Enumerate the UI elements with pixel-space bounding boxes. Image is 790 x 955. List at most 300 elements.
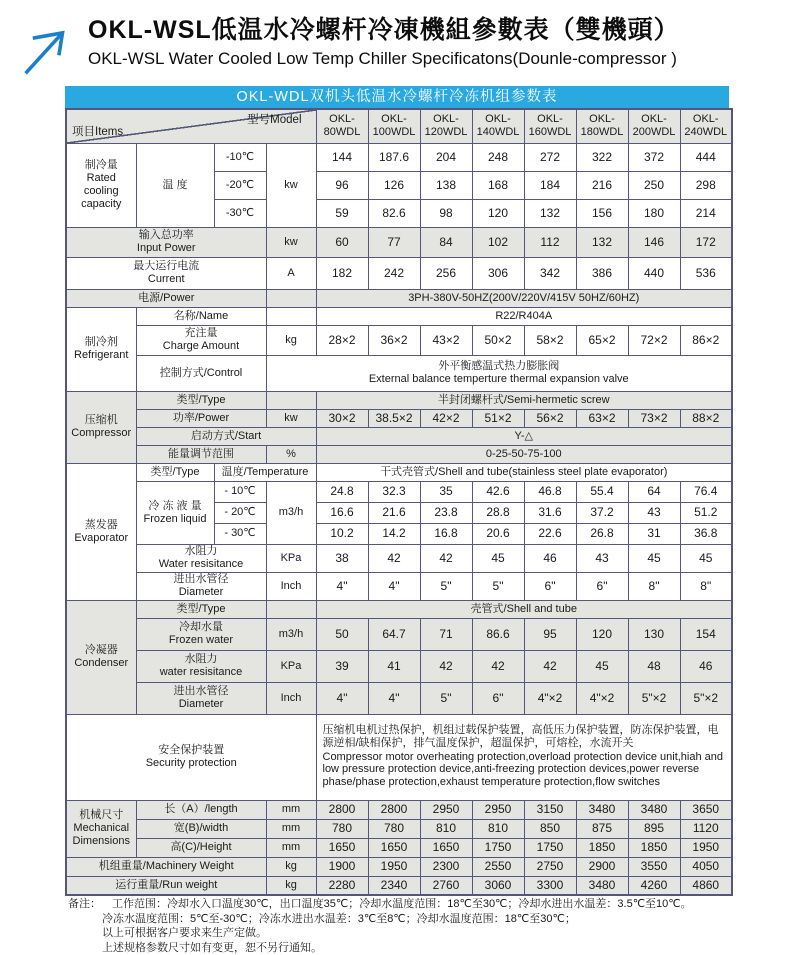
value-cell [524,227,576,257]
cell-text: 35 [439,484,453,499]
value-cell [368,800,420,819]
cell-text: 21.6 [382,505,406,520]
cell-text: 51×2 [484,410,512,425]
value-cell [524,682,576,714]
value-cell [680,227,732,257]
spec-row [66,227,732,257]
value-cell [316,325,368,355]
value-cell [576,502,628,523]
cell-text: 48 [647,658,661,673]
value-cell [420,171,472,199]
cell-text: 2950 [484,802,512,817]
cell-text: 144 [331,149,353,164]
value-cell [472,857,524,876]
cell-text: 322 [591,149,613,164]
notes [68,897,773,955]
spec-row [66,838,732,857]
value-cell [316,227,368,257]
model-name: OKL-200WDL [632,112,676,139]
model-header-cell [368,109,420,143]
page-title: OKL-WSL低温水冷螺杆冷凍機組參數表（雙機頭） [88,16,680,44]
spec-cell [266,143,316,227]
cell-text: 启动方式/Start [190,429,262,442]
value-cell [472,171,524,199]
model-header-cell [628,109,680,143]
spec-cell [214,481,266,502]
cell-text: 干式壳管式/Shell and tube(stainless steel plate evaporator) [380,465,668,478]
value-cell [368,618,420,650]
spec-cell [316,391,732,409]
value-cell [628,409,680,427]
value-cell [316,618,368,650]
value-cell [680,481,732,502]
cell-text: kg [285,333,297,346]
value-cell [524,523,576,544]
spec-cell [214,502,266,523]
value-cell [576,572,628,600]
cell-text: 运行重量/Run weight [115,878,218,891]
cell-text: 2900 [588,859,616,874]
cell-text: 4" [336,578,348,593]
cell-text: 0-25-50-75-100 [485,447,562,460]
value-cell [420,523,472,544]
cell-text: 蒸发器 [84,518,118,531]
cell-text: 3480 [588,802,616,817]
cell-text: 214 [695,205,716,220]
cell-text: Compressor motor overheating protection,overload protection device unit,hiah and low pressure protection device,anti-freezing protection devices,power reverse phase/phase protection,exhaust temperature protection,flow switches [322,750,724,789]
note-text: 工作范围：冷却水入口温度30℃，出口温度35℃；冷却水温度范围：18℃至30℃；冷却水进出水温差：3.5℃至10℃。 [112,898,692,910]
value-cell [628,481,680,502]
cell-text: 水阻力 [184,545,218,558]
spec-row [66,481,732,502]
cell-text: Y-△ [514,429,533,442]
cell-text: 37.2 [590,505,614,520]
spec-cell [136,409,266,427]
value-cell [576,819,628,838]
cell-text: 3PH-380V-50HZ(200V/220V/415V 50HZ/60HZ) [408,291,640,304]
cell-text: 最大运行电流 [133,260,200,273]
value-cell [524,572,576,600]
value-cell [316,502,368,523]
spec-cell [266,227,316,257]
value-cell [524,199,576,227]
cell-text: Compressor [71,427,132,439]
model-header-cell [524,109,576,143]
cell-text: 3550 [640,859,668,874]
cell-text: 输入总功率 [138,229,194,242]
cell-text: -20℃ [225,178,255,191]
value-cell [628,502,680,523]
value-cell [628,838,680,857]
cell-text: 14.2 [382,526,406,541]
value-cell [576,171,628,199]
value-cell [368,502,420,523]
cell-text: 440 [643,265,665,280]
cell-text: 42 [439,550,453,565]
spec-cell [266,355,732,391]
value-cell [472,227,524,257]
spec-cell [316,463,732,481]
value-cell [524,838,576,857]
spec-row [66,355,732,391]
value-cell [680,838,732,857]
cell-text: 6" [596,578,608,593]
cell-text: 51.2 [694,505,718,520]
spec-row [66,257,732,289]
cell-text: 112 [540,234,560,249]
cell-text: mm [281,841,301,854]
value-cell [472,800,524,819]
value-cell [472,572,524,600]
value-cell [628,876,680,895]
cell-text: 5" [440,578,452,593]
page-subtitle: OKL-WSL Water Cooled Low Temp Chiller Specificatons(Dounle-compressor ) [88,49,677,68]
cell-text: 控制方式/Control [159,366,243,379]
value-cell [368,257,420,289]
cell-text: 342 [539,265,561,280]
note-line [68,897,773,912]
cell-text: 温 度 [162,178,188,191]
value-cell [628,199,680,227]
cell-text: 机械尺寸 [79,809,124,822]
spec-cell [266,307,316,325]
cell-text: 5"×2 [641,690,667,705]
corner-model-label: 型号Model [247,114,302,126]
value-cell [472,819,524,838]
cell-text: 82.6 [382,205,406,220]
cell-text: 810 [435,821,457,836]
value-cell [628,523,680,544]
value-cell [316,819,368,838]
spec-cell [266,800,316,819]
spec-row [66,427,732,445]
value-cell [472,257,524,289]
cell-text: 31.6 [538,505,562,520]
value-cell [576,227,628,257]
value-cell [576,682,628,714]
model-name: OKL-80WDL [323,112,361,139]
spec-cell [266,481,316,544]
title-block [88,10,680,69]
note-line: 上述规格参数尺寸如有变更，恕不另行通知。 [102,941,322,954]
value-cell [368,838,420,857]
spec-row [66,800,732,819]
cell-text: 39 [335,658,349,673]
spec-cell [66,857,266,876]
value-cell [472,618,524,650]
spec-row [66,109,732,143]
value-cell [524,257,576,289]
cell-text: 146 [643,234,665,249]
cell-text: 42 [543,658,557,673]
value-cell [680,618,732,650]
value-cell [576,876,628,895]
cell-text: 36×2 [380,332,408,347]
value-cell [576,618,628,650]
value-cell [628,650,680,682]
model-header-cell [680,109,732,143]
cell-text: Refrigerant [74,349,129,361]
cell-text: 宽(B)/width [173,822,229,835]
spec-cell [266,819,316,838]
value-cell [576,800,628,819]
value-cell [316,572,368,600]
spec-cell [66,600,136,714]
cell-text: Charge Amount [162,340,240,352]
cell-text: 132 [591,234,613,249]
value-cell [680,502,732,523]
cell-text: 3060 [484,878,512,893]
value-cell [628,618,680,650]
value-cell [628,325,680,355]
cell-text: 536 [695,265,716,280]
cell-text: 10.2 [330,526,354,541]
spec-cell [136,143,214,227]
cell-text: 242 [383,265,405,280]
cell-text: 298 [695,177,716,192]
value-cell [628,800,680,819]
value-cell [368,819,420,838]
value-cell [420,800,472,819]
value-cell [472,650,524,682]
spec-cell [266,600,316,618]
cell-text: m3/h [278,506,304,519]
cell-text: 182 [331,265,353,280]
spec-cell [136,819,266,838]
model-name: OKL-160WDL [528,112,572,139]
cell-text: 138 [435,177,457,192]
value-cell [524,800,576,819]
model-header-cell [472,109,524,143]
value-cell [316,544,368,572]
cell-text: 386 [591,265,613,280]
spec-cell [266,857,316,876]
cell-text: 86.6 [486,626,510,641]
spec-cell [66,463,136,600]
cell-text: 功率/Power [172,411,230,424]
cell-text: % [286,447,296,460]
spec-cell [66,143,136,227]
value-cell [628,544,680,572]
cell-text: 机组重量/Machinery Weight [98,860,234,873]
spec-cell [214,199,266,227]
value-cell [472,838,524,857]
cell-text: 45 [491,550,505,565]
cell-text: 50 [335,626,349,641]
spec-cell [266,325,316,355]
value-cell [368,199,420,227]
cell-text: 高(C)/Height [170,841,232,854]
cell-text: 2280 [328,878,356,893]
value-cell [420,227,472,257]
spec-row [66,143,732,171]
value-cell [576,838,628,857]
cell-text: 65×2 [588,332,616,347]
cell-text: water resisitance [159,666,243,678]
value-cell [472,682,524,714]
cell-text: 5" [492,578,504,593]
spec-cell [316,600,732,618]
value-cell [680,819,732,838]
value-cell [576,409,628,427]
note-line: 冷冻水温度范围：5℃至-30℃；冷冻水进出水温差：3℃至8℃；冷却水温度范围：18℃至30℃； [102,912,576,925]
cell-text: 充注量 [184,327,218,340]
spec-table [65,108,733,896]
cell-text: -10℃ [225,150,255,163]
cell-text: 168 [487,177,509,192]
cell-text: 2300 [432,859,460,874]
value-cell [420,819,472,838]
cell-text: 42×2 [432,410,460,425]
cell-text: 63×2 [588,410,616,425]
value-cell [316,800,368,819]
spec-row [66,819,732,838]
spec-row [66,857,732,876]
value-cell [368,544,420,572]
cell-text: External balance temperture thermal expansion valve [368,373,629,385]
value-cell [316,876,368,895]
cell-text: 248 [487,149,509,164]
cell-text: 23.8 [434,505,458,520]
value-cell [368,481,420,502]
cell-text: 压缩机 [84,414,118,427]
note-prefix: 备注： [68,898,101,910]
value-cell [472,544,524,572]
note-line: 以上可根据客户要求来生产定做。 [102,927,267,940]
cell-text: 16.6 [330,505,354,520]
cell-text: 1950 [380,859,408,874]
value-cell [420,502,472,523]
cell-text: 43 [595,550,609,565]
value-cell [576,857,628,876]
value-cell [420,325,472,355]
spec-row [66,289,732,307]
cell-text: 8" [648,578,660,593]
spec-cell [66,800,136,857]
cell-text: 72×2 [640,332,668,347]
value-cell [680,171,732,199]
spec-row [66,463,732,481]
cell-text: 水阻力 [184,653,218,666]
value-cell [576,257,628,289]
value-cell [524,876,576,895]
spec-sheet [65,86,729,896]
cell-text: 类型/Type [150,465,200,478]
cell-text: 1750 [536,840,564,855]
cell-text: 96 [335,177,349,192]
model-name: OKL-240WDL [684,112,728,139]
spec-row [66,325,732,355]
spec-row [66,307,732,325]
value-cell [472,876,524,895]
cell-text: 372 [643,149,665,164]
cell-text: 50×2 [484,332,512,347]
cell-text: 444 [695,149,716,164]
cell-text: Inch [280,579,302,592]
cell-text: 55.4 [590,484,614,499]
spec-row [66,876,732,895]
cell-text: 2800 [380,802,408,817]
cell-text: 冷凝器 [84,644,118,657]
value-cell [680,325,732,355]
cell-text: 冷却水量 [179,621,223,634]
cell-text: 256 [435,265,457,280]
cell-text: 86×2 [692,332,720,347]
spec-cell [66,307,136,391]
cell-text: 20.6 [486,526,510,541]
value-cell [524,171,576,199]
cell-text: 压缩机电机过热保护，机组过载保护装置，高低压力保护装置，防冻保护装置，电源逆相/缺相保护，排气温度保护，超温保护，可熔栓，水流开关 [322,723,719,749]
spec-cell [136,355,266,391]
spec-cell [316,307,732,325]
spec-cell [266,445,316,463]
value-cell [472,325,524,355]
spec-row [66,618,732,650]
spec-row [66,544,732,572]
cell-text: 73×2 [640,410,668,425]
cell-text: 64.7 [382,626,406,641]
cell-text: 名称/Name [173,309,229,322]
cell-text: 154 [695,626,716,641]
spec-cell [214,523,266,544]
value-cell [420,838,472,857]
cell-text: 59 [335,205,349,220]
value-cell [472,481,524,502]
value-cell [576,650,628,682]
cell-text: 进出水管径 [173,573,229,586]
cell-text: 3650 [692,802,720,817]
spec-cell [316,289,732,307]
cell-text: 64 [647,484,661,499]
value-cell [524,409,576,427]
cell-text: 43 [647,505,661,520]
cell-text: 41 [387,658,401,673]
spec-cell [266,289,316,307]
spec-cell [136,838,266,857]
value-cell [420,857,472,876]
cell-text: 3300 [536,878,564,893]
value-cell [420,572,472,600]
cell-text: - 20℃ [224,506,256,519]
cell-text: 1650 [380,840,408,855]
cell-text: kw [284,235,298,248]
cell-text: 42 [491,658,505,673]
spec-cell [316,445,732,463]
spec-cell [136,445,266,463]
spec-cell [266,876,316,895]
cell-text: 132 [539,205,561,220]
cell-text: 4" [388,578,400,593]
spec-cell [136,391,266,409]
value-cell [524,819,576,838]
cell-text: 46 [543,550,557,565]
spec-cell [266,682,316,714]
value-cell [524,618,576,650]
value-cell [420,682,472,714]
cell-text: -30℃ [225,206,255,219]
cell-text: KPa [280,551,302,564]
value-cell [628,572,680,600]
value-cell [316,143,368,171]
spec-row [66,682,732,714]
spec-cell [136,682,266,714]
cell-text: 1120 [692,821,719,836]
cell-text: 4"×2 [589,690,615,705]
cell-text: - 30℃ [224,527,256,540]
cell-text: R22/R404A [495,309,553,322]
cell-text: 272 [539,149,561,164]
cell-text: kw [284,178,298,191]
